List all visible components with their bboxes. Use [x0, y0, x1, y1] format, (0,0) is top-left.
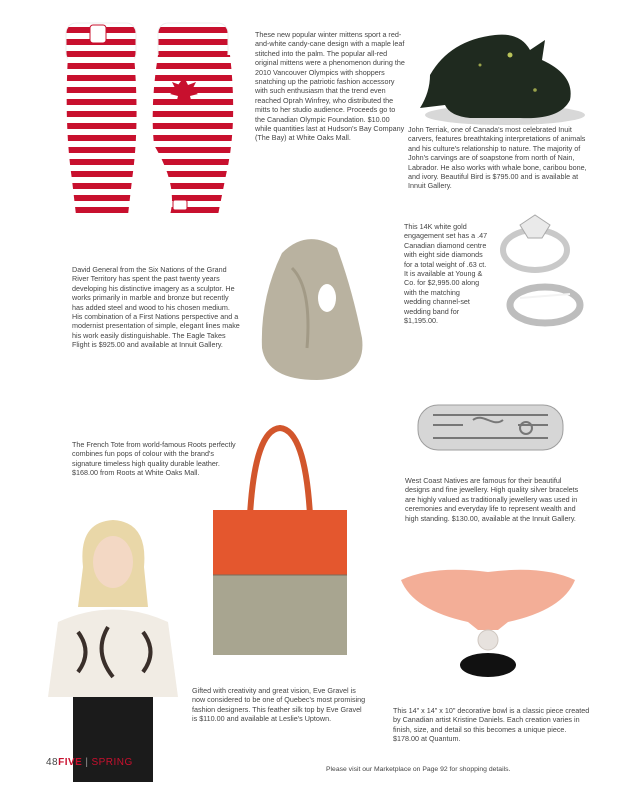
- rings-description: This 14K white gold engagement set has a .47 Canadian diamond centre with eight side diamonds for a total weight of .63 ct. It is available at Young & Co. for $2,995.00 along with the matching wedding channel-set wedding band for $1,195.00.: [404, 222, 488, 326]
- sculpture-description: David General from the Six Nations of the Grand River Territory has spent the past twenty years developing his distinctive imagery as a sculptor. He works primarily in marble and bronze but recently has added steel and wood to his chosen medium. His combination of a First Nations perspective and a modernist presentation of simple, elegant lines make his work easily distinguishable. The Eagle Takes Flight is $925.00 and available at Innuit Gallery.: [72, 265, 240, 350]
- tote-bag-icon: [205, 420, 355, 665]
- page-number: 48: [46, 757, 59, 768]
- stone-sculpture-icon: [252, 228, 382, 388]
- tote-description: The French Tote from world-famous Roots perfectly combines fun pops of colour with the brand's signature timeless high quality durable leather. $168.00 from Roots at White Oaks Mall.: [72, 440, 236, 478]
- issue-season: SPRING: [91, 757, 133, 768]
- bracelet-description: West Coast Natives are famous for their beautiful designs and fine jewellery. High quality silver bracelets are highly valued as traditionally jewellery was used in ceremonies and everyday life to represent wealth and high standing. $130.00, available at the Innuit Gallery.: [405, 476, 579, 523]
- magazine-name: FIVE: [58, 757, 83, 768]
- bird-description: John Terriak, one of Canada's most celebrated Inuit carvers, features breathtaking interpretations of animals and his culture's relationship to nature. The majority of John's carvings are of soapstone from north of Nain, Labrador. He also works with whale bone, caribou bone, and ivory. Beautiful Bird is $795.00 and is available at Innuit Gallery.: [408, 125, 587, 191]
- silk-top-description: Gifted with creativity and great vision, Eve Gravel is now considered to be one of Quebec's most promising fashion designers. This feather silk top by Eve Gravel is $110.00 and available at Leslie's Uptown.: [192, 686, 366, 724]
- footer-separator: |: [85, 757, 89, 768]
- bowl-description: This 14" x 14" x 10" decorative bowl is a classic piece created by Canadian artist Kristine Daniels. Each creation varies in finish, size, and detail so this becomes a unique piece. $178.00 at Quantum.: [393, 706, 590, 744]
- bird-carving-icon: [410, 20, 585, 130]
- marketplace-note: Please visit our Marketplace on Page 92 for shopping details.: [326, 766, 511, 773]
- mittens-description: These new popular winter mittens sport a red-and-white candy-cane design with a maple leaf stitched into the palm. The popular all-red original mittens were a phenomenon during the 2010 Vancouver Olympics with shoppers snatching up the patriotic fashion accessory with such enthusiasm that the trend even reached Oprah Winfrey, who distributed the mitts to her studio audience. Proceeds go to the Canadian Olympic Foundation. $10.00 while quantities last at Hudson's Bay Company (The Bay) at White Oaks Mall.: [255, 30, 405, 143]
- model-photo-icon: [38, 512, 188, 782]
- glass-bowl-icon: [393, 560, 583, 680]
- bracelet-icon: [408, 390, 573, 465]
- mittens-icon: [58, 15, 243, 230]
- footer-brand: [46, 757, 133, 768]
- rings-icon: [490, 210, 590, 335]
